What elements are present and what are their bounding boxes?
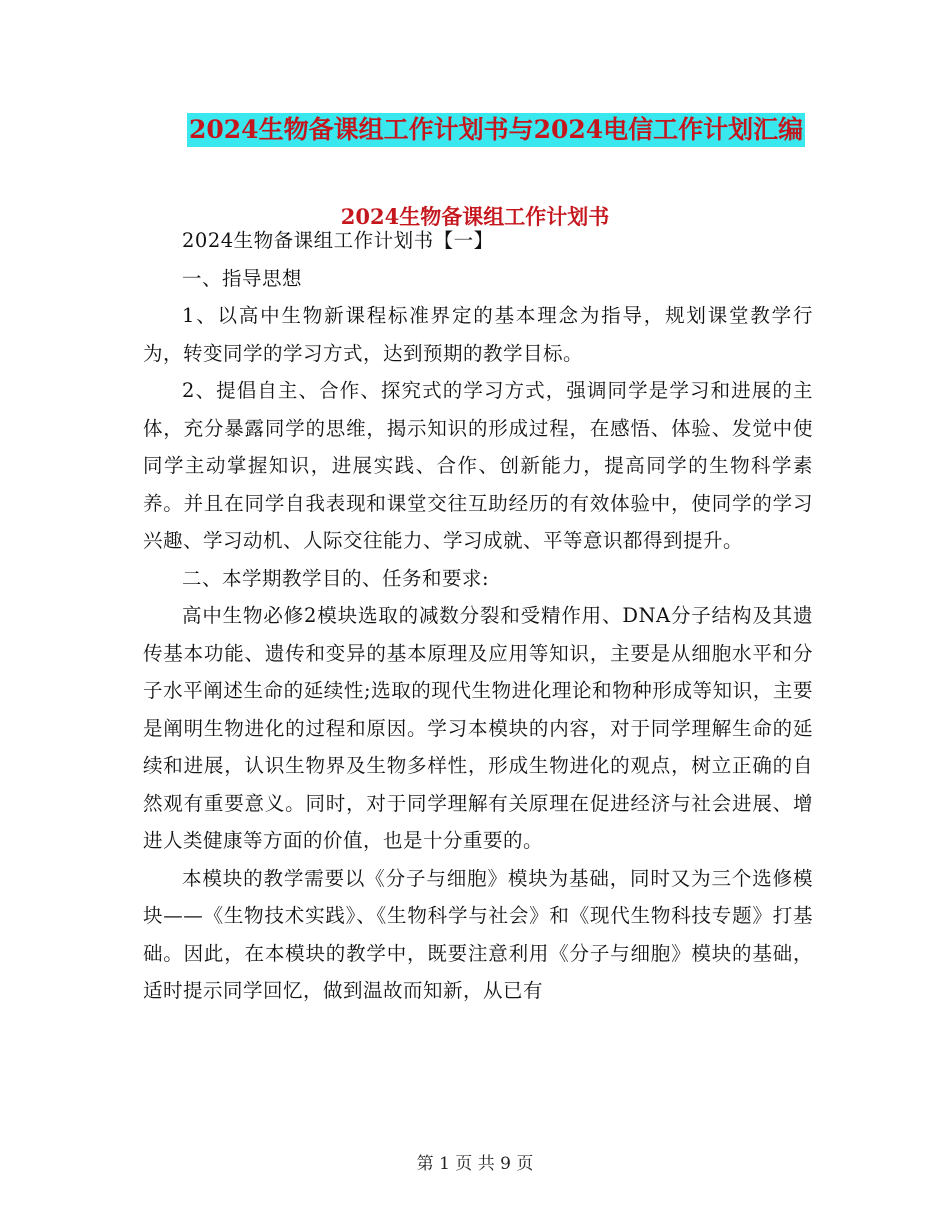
document-body — [143, 222, 813, 1010]
paragraph-item-2: 2、提倡自主、合作、探究式的学习方式，强调同学是学习和进展的主体，充分暴露同学的思维，揭示知识的形成过程，在感悟、体验、发觉中使同学主动掌握知识，进展实践、合作、创新能力，提高同学的生物科学素养。并且在同学自我表现和课堂交往互助经历的有效体验中，使同学的学习兴趣、学习动机、人际交往能力、学习成就、平等意识都得到提升。 — [143, 379, 813, 552]
document-title: 2024生物备课组工作计划书与2024电信工作计划汇编 — [187, 113, 805, 147]
paragraph-heading-goals: 二、本学期教学目的、任务和要求: — [182, 566, 490, 590]
paragraph-module-teaching: 本模块的教学需要以《分子与细胞》模块为基础，同时又为三个选修模块——《生物技术实践》、《生物科学与社会》和《现代生物科技专题》打基础。因此，在本模块的教学中，既要注意利用《分子与细胞》模块的基础，适时提示同学回忆，做到温故而知新，从已有 — [143, 866, 813, 1002]
section-title: 2024生物备课组工作计划书 — [340, 204, 610, 229]
paragraph-item-1: 1、以高中生物新课程标准界定的基本理念为指导，规划课堂教学行为，转变同学的学习方式，达到预期的教学目标。 — [143, 304, 813, 365]
page-number-footer: 第 1 页 共 9 页 — [416, 1154, 534, 1174]
paragraph-subtitle: 2024生物备课组工作计划书【一】 — [182, 229, 494, 252]
paragraph-heading-guiding-thought: 一、指导思想 — [182, 266, 303, 290]
paragraph-module-content: 高中生物必修2模块选取的减数分裂和受精作用、DNA分子结构及其遗传基本功能、遗传和变异的基本原理及应用等知识，主要是从细胞水平和分子水平阐述生命的延续性;选取的现代生物进化理论和物种形成等知识，主要是阐明生物进化的过程和原因。学习本模块的内容，对于同学理解生命的延续和进展，认识生物界及生物多样性，形成生物进化的观点，树立正确的自然观有重要意义。同时，对于同学理解有关原理在促进经济与社会进展、增进人类健康等方面的价值，也是十分重要的。 — [143, 604, 813, 852]
